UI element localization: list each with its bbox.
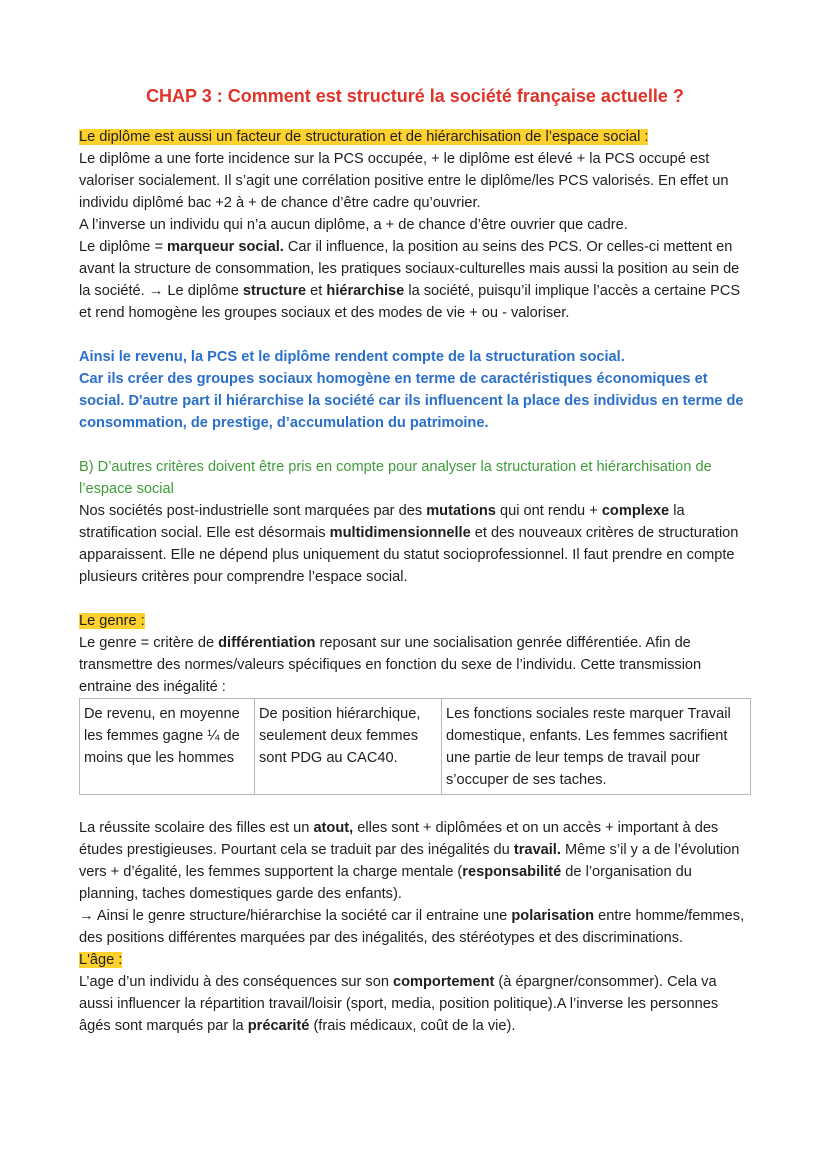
bold-term: atout, <box>313 820 354 836</box>
text-run: Car il influence, la position au seins des PCS. Or celles-ci mettent en avant la structure de consommation, les pratiques sociaux-culturelles mais aussi la position au sein de la société. → Le diplôme <box>79 239 740 299</box>
document-page <box>79 84 751 1037</box>
text-run: la stratification social. Elle est désormais <box>79 503 685 541</box>
bold-term: responsabilité <box>462 864 562 880</box>
paragraph-diplome-1: Le diplôme a une forte incidence sur la PCS occupée, + le diplôme est élevé + la PCS occupé est valoriser socialement. Il s’agit une corrélation positive entre le diplôme/les PCS valorisés. En effet un individu diplômé bac +2 à + de chance d’être cadre qu’ouvrier. <box>79 151 729 211</box>
bold-term: multidimensionnelle <box>329 525 471 541</box>
text-run: Le genre = critère de <box>79 635 219 651</box>
text-run: reposant sur une socialisation genrée différentiée. Afin de transmettre des normes/valeurs spécifiques en fonction du sexe de l’individu. Cette transmission entraine des inégalité : <box>79 635 702 695</box>
table-row <box>80 699 751 795</box>
text-run: L’age d’un individu à des conséquences sur son <box>79 974 393 990</box>
bold-term: travail. <box>513 842 561 858</box>
paragraph-genre-intro <box>79 632 751 698</box>
bold-term: différentiation <box>218 635 316 651</box>
text-run: La réussite scolaire des filles est un <box>79 820 314 836</box>
text-run: entre homme/femmes, des positions différentes marquées par des inégalités, des stéréotypes et des discriminations. <box>79 908 745 946</box>
text-run: Nos sociétés post-industrielle sont marquées par des <box>79 503 427 519</box>
bold-term: comportement <box>393 974 495 990</box>
bold-term: polarisation <box>511 908 595 924</box>
paragraph-diplome-3 <box>79 236 751 324</box>
text-run: Le diplôme = <box>79 239 168 255</box>
text-run: de l’organisation du planning, taches domestiques garde des enfants). <box>79 864 692 902</box>
bold-term: mutations <box>426 503 496 519</box>
text-run: qui ont rendu + <box>495 503 602 519</box>
summary-line-1: Ainsi le revenu, la PCS et le diplôme rendent compte de la structuration social. <box>79 349 625 365</box>
paragraph-b <box>79 500 751 588</box>
section-heading-age: L'âge : <box>79 952 123 968</box>
paragraph-genre-reussite <box>79 817 751 905</box>
paragraph-diplome-2: A l’inverse un individu qui n’a aucun diplôme, a + de chance d’être ouvrier que cadre. <box>79 217 628 233</box>
section-age <box>79 949 751 1037</box>
section-b <box>79 456 751 588</box>
section-diplome <box>79 126 751 324</box>
table-cell-position: De position hiérarchique, seulement deux femmes sont PDG au CAC40. <box>255 699 442 795</box>
paragraph-age <box>79 971 751 1037</box>
text-run: elles sont + diplômées et on un accès + important à des études prestigieuses. Pourtant cela se traduit par des inégalités du <box>79 820 719 858</box>
bold-term: complexe <box>601 503 670 519</box>
text-run: → Ainsi le genre structure/hiérarchise la société car il entraine une <box>79 908 512 924</box>
section-heading-genre: Le genre : <box>79 613 145 629</box>
text-run: et <box>306 283 327 299</box>
section-heading-diplome: Le diplôme est aussi un facteur de structuration et de hiérarchisation de l’espace social : <box>79 129 649 145</box>
section-heading-b: B) D’autres critères doivent être pris en compte pour analyser la structuration et hiérarchisation de l’espace social <box>79 459 712 497</box>
section-genre <box>79 610 751 949</box>
table-cell-revenu: De revenu, en moyenne les femmes gagne ¼ de moins que les hommes <box>80 699 255 795</box>
table-cell-fonctions: Les fonctions sociales reste marquer Travail domestique, enfants. Les femmes sacrifient une partie de leur temps de travail pour s’occuper de ses taches. <box>442 699 751 795</box>
summary-block <box>79 346 751 434</box>
inequality-table <box>79 698 751 795</box>
page-title: CHAP 3 : Comment est structuré la société française actuelle ? <box>146 86 684 106</box>
text-run: et des nouveaux critères de structuration apparaissent. Elle ne dépend plus uniquement du statut socioprofessionnel. Il faut prendre en compte plusieurs critères pour comprendre l’espace social. <box>79 525 739 585</box>
text-run: la société, puisqu’il implique l’accès a certaine PCS et rend homogène les groupes sociaux et des modes de vie + ou - valoriser. <box>79 283 741 321</box>
bold-term: hiérarchise <box>326 283 405 299</box>
text-run: (frais médicaux, coût de la vie). <box>309 1018 516 1034</box>
summary-line-2: Car ils créer des groupes sociaux homogène en terme de caractéristiques économiques et social. D'autre part il hiérarchise la société car ils influencent la place des individus en terme de consommation, de prestige, d’accumulation du patrimoine. <box>79 371 744 431</box>
text-run: (à épargner/consommer). Cela va aussi influencer la répartition travail/loisir (sport, media, position politique).A l’inverse les personnes âgés sont marqués par la <box>79 974 719 1034</box>
paragraph-genre-conclusion <box>79 905 751 949</box>
text-run: Même s’il y a de l’évolution vers + d’égalité, les femmes supportent la charge mentale ( <box>79 842 740 880</box>
bold-term: marqueur social. <box>167 239 284 255</box>
bold-term: structure <box>242 283 307 299</box>
bold-term: précarité <box>247 1018 310 1034</box>
